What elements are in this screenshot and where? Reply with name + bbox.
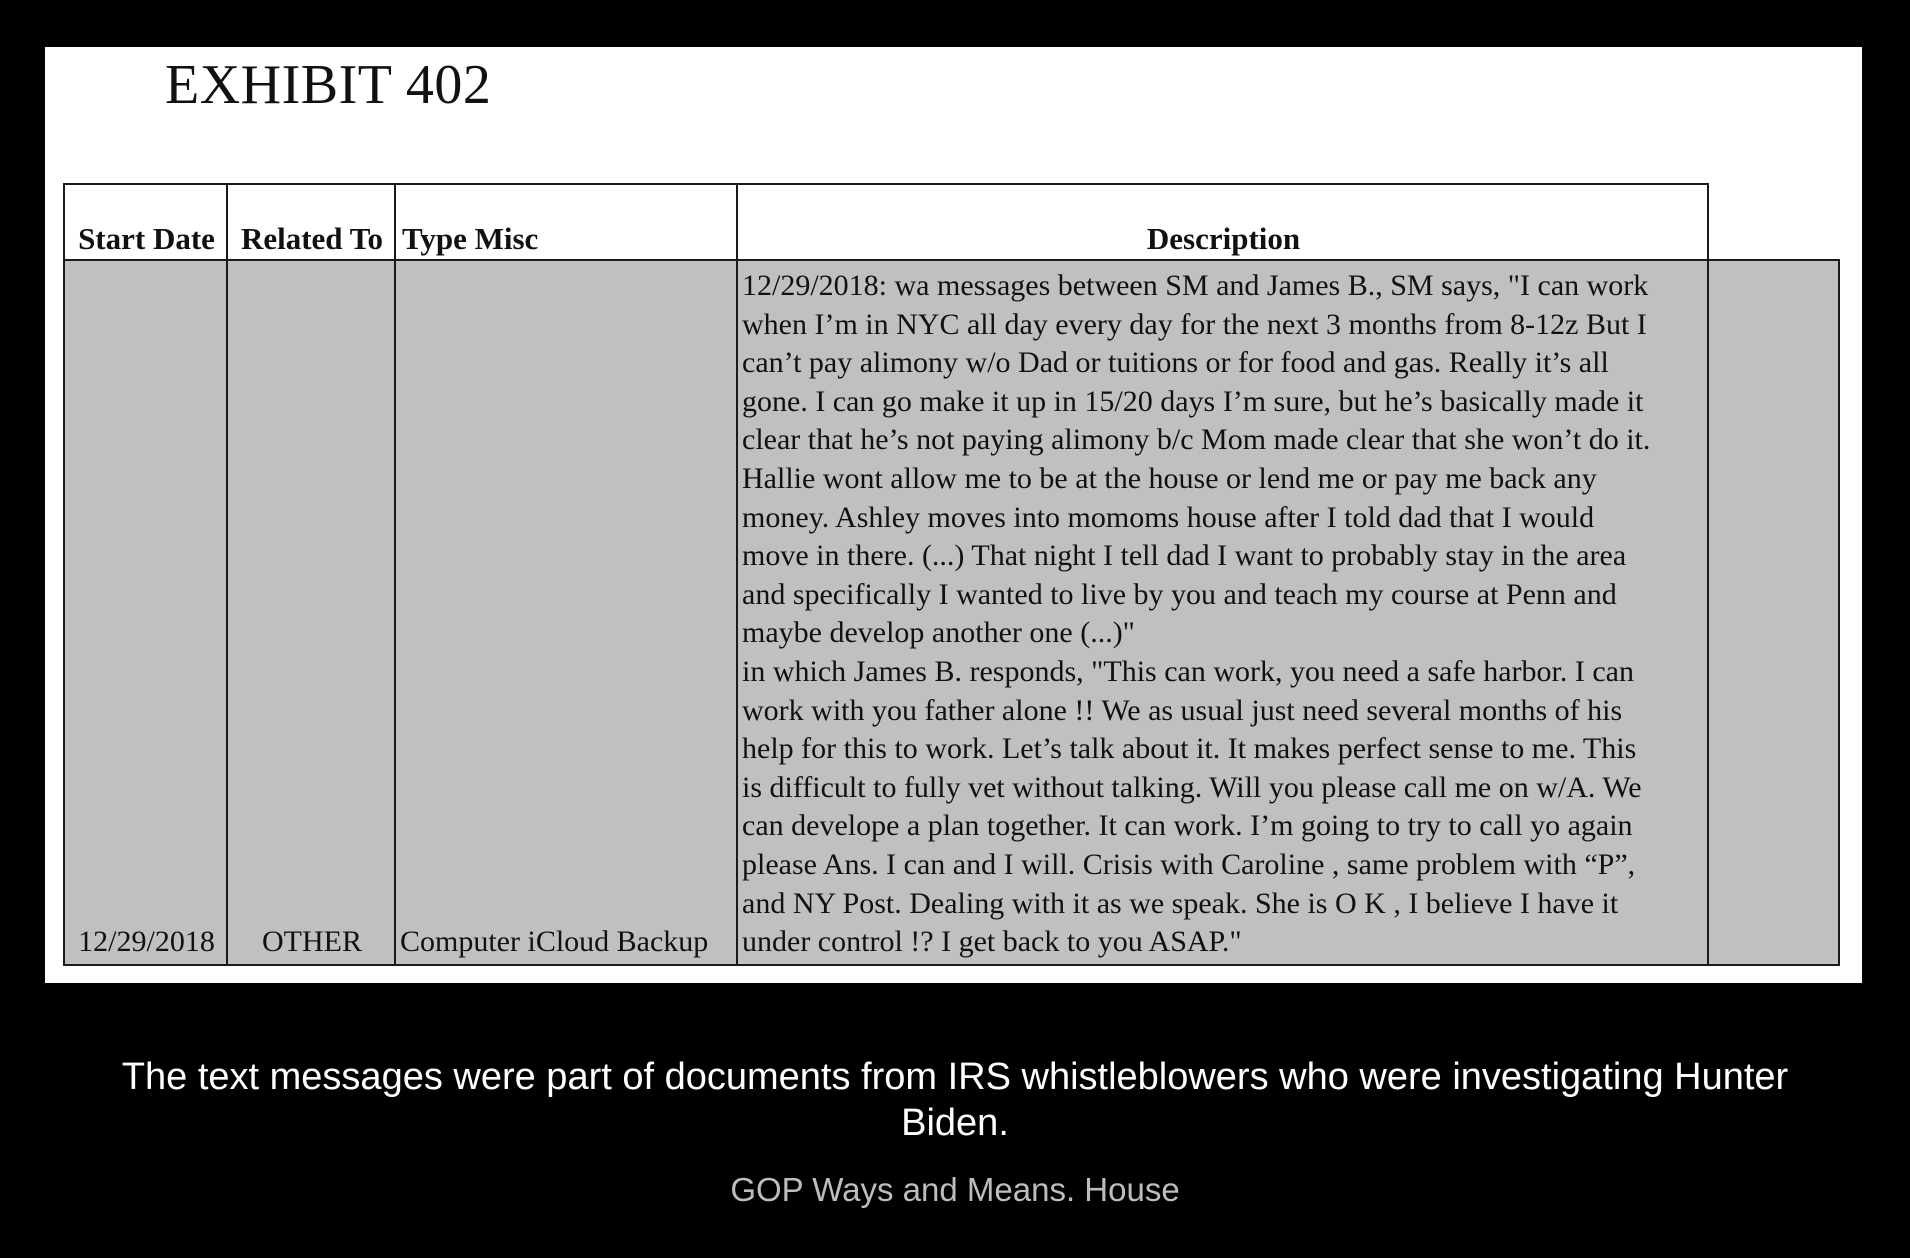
header-description: Description: [737, 184, 1708, 260]
header-type-misc: Type Misc: [395, 184, 737, 260]
description-line: Hallie wont allow me to be at the house or lend me or pay me back any: [742, 461, 1597, 495]
cell-start-date: 12/29/2018: [64, 260, 227, 965]
header-start-date: Start Date: [64, 184, 227, 260]
caption: [0, 1054, 1910, 1146]
description-line: when I’m in NYC all day every day for the next 3 months from 8-12z But I: [742, 307, 1647, 341]
description-line: work with you father alone !! We as usual just need several months of his: [742, 693, 1623, 727]
exhibit-table: [63, 183, 1840, 966]
cell-description: [737, 260, 1708, 965]
image-credit: GOP Ways and Means. House: [730, 1171, 1180, 1208]
description-line: move in there. (...) That night I tell dad I want to probably stay in the area: [742, 539, 1627, 573]
table-header-row: [64, 184, 1839, 260]
description-line: gone. I can go make it up in 15/20 days I’m sure, but he’s basically made it: [742, 384, 1644, 418]
exhibit-title: EXHIBIT 402: [165, 54, 492, 116]
cell-related-to: OTHER: [227, 260, 395, 965]
description-line: and NY Post. Dealing with it as we speak. She is O K , I believe I have it: [742, 886, 1619, 920]
table-row: [64, 260, 1839, 965]
description-line: can’t pay alimony w/o Dad or tuitions or for food and gas. Really it’s all: [742, 346, 1609, 380]
description-line: help for this to work. Let’s talk about it. It makes perfect sense to me. This: [742, 732, 1637, 766]
header-blank: [1708, 184, 1839, 260]
description-line: can develope a plan together. It can work. I’m going to try to call yo again: [742, 809, 1633, 843]
header-related-to: Related To: [227, 184, 395, 260]
description-line: 12/29/2018: wa messages between SM and James B., SM says, "I can work: [742, 269, 1649, 302]
description-line: maybe develop another one (...)": [742, 616, 1135, 650]
description-line: is difficult to fully vet without talking. Will you please call me on w/A. We: [742, 770, 1642, 804]
description-line: money. Ashley moves into momoms house after I told dad that I would: [742, 500, 1595, 534]
cell-type-misc: Computer iCloud Backup: [395, 260, 737, 965]
description-line: clear that he’s not paying alimony b/c Mom made clear that she won’t do it.: [742, 423, 1651, 457]
description-line: please Ans. I can and I will. Crisis with Caroline , same problem with “P”,: [742, 847, 1636, 881]
description-line: under control !? I get back to you ASAP.": [742, 925, 1242, 959]
exhibit-document: [45, 47, 1862, 983]
description-line: and specifically I wanted to live by you and teach my course at Penn and: [742, 577, 1617, 611]
cell-blank: [1708, 260, 1839, 965]
description-line: in which James B. responds, "This can work, you need a safe harbor. I can: [742, 654, 1635, 688]
caption-text: The text messages were part of documents from IRS whistleblowers who were investigating Hunter Biden.: [121, 1056, 1789, 1144]
